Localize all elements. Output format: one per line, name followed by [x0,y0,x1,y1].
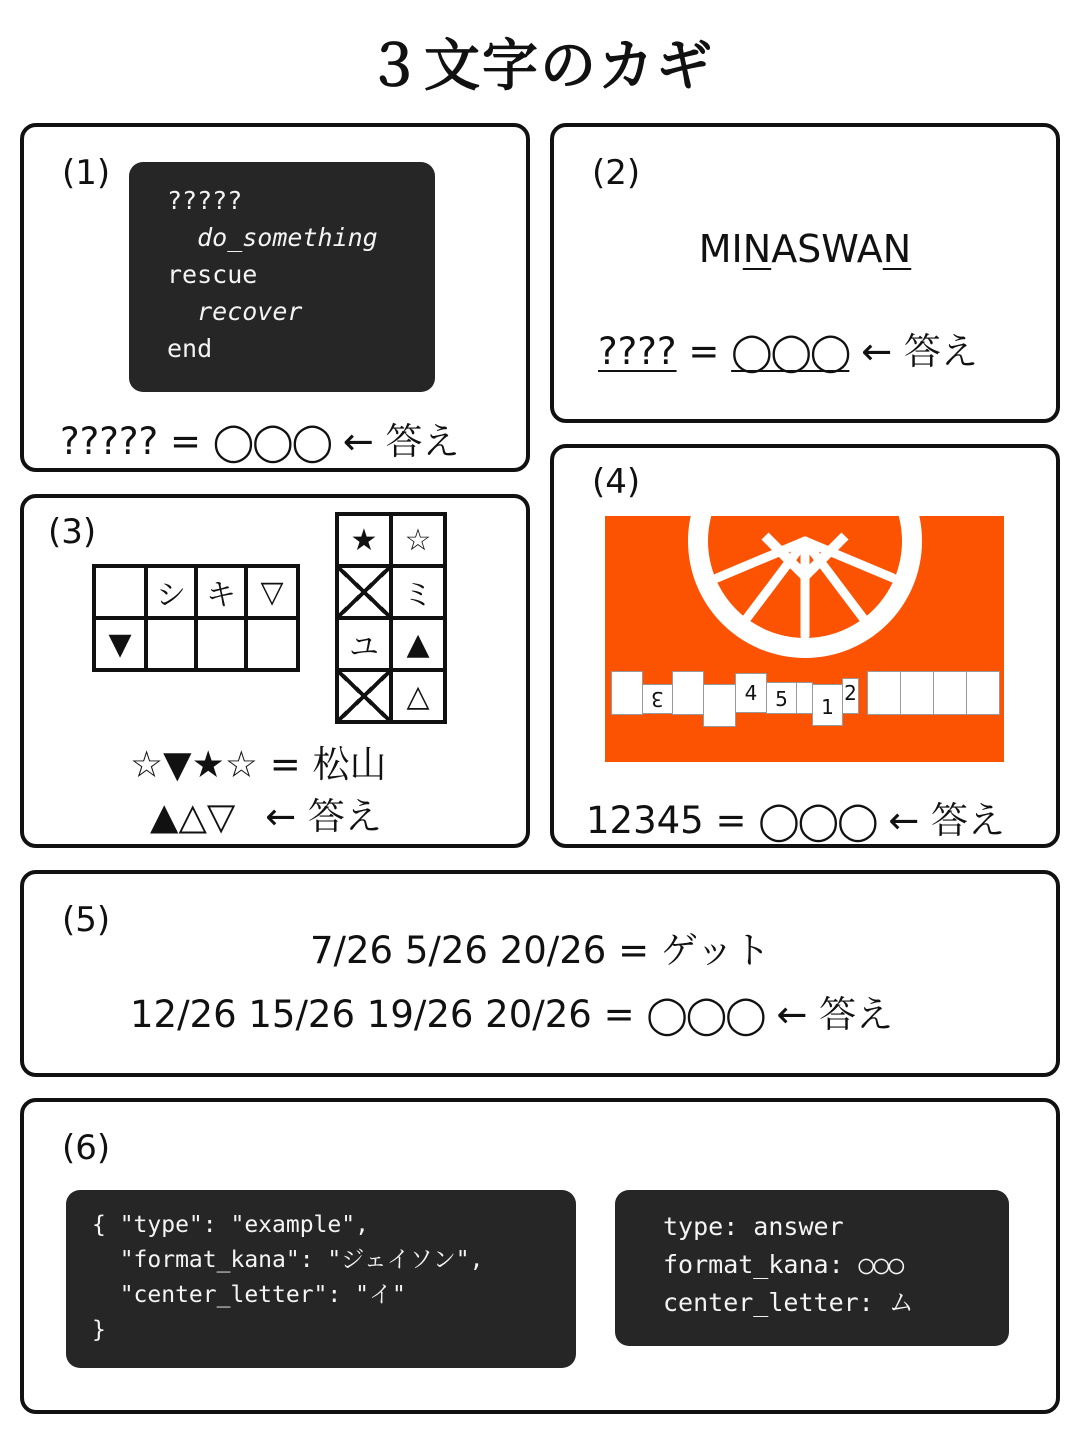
equals-sign: = [618,929,650,972]
panel-label: (6) [62,1128,111,1168]
panel-label: (4) [592,462,641,502]
orange-slice-icon [605,516,1004,762]
code-line: ????? [167,186,243,215]
grid-cell: ☆ [391,514,445,566]
crossword-grid-vertical [335,512,447,724]
puzzle-panel-3 [20,494,530,848]
tile-number: 2 [844,681,857,705]
word-part-underlined: N [882,227,912,271]
code-block [129,162,435,392]
fractions: 12/26 15/26 19/26 20/26 [130,993,592,1036]
code-line: end [167,334,213,363]
code-line: rescue [167,260,258,289]
symbols: ☆▼★☆ [130,743,258,786]
fractions: 7/26 5/26 20/26 [310,929,607,972]
number-tile [735,673,767,713]
answer-circles: ◯◯◯ [758,799,877,842]
code-line: type: answer [663,1212,844,1241]
grid-cell [196,618,246,670]
answer-label: 答え [307,795,382,838]
code-line: format_kana: ◯◯◯ [663,1250,904,1279]
letter-tile [611,671,643,715]
letter-tile [900,671,934,715]
tile-number: 1 [821,695,834,719]
equation [598,321,978,375]
equation [60,411,460,465]
code-line: recover [167,297,303,326]
puzzle-panel-6 [20,1098,1060,1414]
equals-sign: = [169,420,201,463]
letter-tile [867,671,901,715]
letter-tile [672,671,704,715]
answer-circles: ◯◯◯ [212,420,331,463]
equation [586,790,1005,844]
crossword-grid-horizontal [92,564,300,672]
equation-left: ????? [60,420,159,463]
grid-cell: シ [146,566,196,618]
symbols: ▲△▽ [150,795,236,838]
equation [150,786,382,840]
panel-label: (5) [62,900,111,940]
panel-label: (3) [48,512,97,552]
grid-cell: キ [196,566,246,618]
equals-sign: = [603,993,635,1036]
code-line: center_letter: ム [663,1288,914,1317]
hint-value: ゲット [660,929,771,972]
equals-sign: = [269,743,301,786]
number-tile [842,678,859,714]
grid-cell [146,618,196,670]
answer-label: 答え [931,799,1006,842]
hint-equation [130,734,387,788]
grid-cell: △ [391,670,445,722]
arrow-left-icon: ← [342,420,374,463]
number-tile [642,684,673,714]
arrow-left-icon: ← [861,330,893,373]
code-line: do_something [167,223,378,252]
arrow-left-icon: ← [776,993,808,1036]
word-part: MI [698,227,743,271]
answer-label: 答え [385,420,460,463]
answer-circles: ◯◯◯ [646,993,765,1036]
answer-circles: ◯◯◯ [731,330,850,373]
grid-cell: ★ [337,514,391,566]
grid-cell [94,566,146,618]
letter-tile [796,682,813,714]
puzzle-panel-2 [550,123,1060,423]
code-line: "center_letter": "イ" [92,1282,406,1308]
arrow-left-icon: ← [265,795,297,838]
equation-left: ???? [598,330,677,373]
puzzle-panel-1 [20,123,530,472]
code-line: "format_kana": "ジェイソン", [92,1247,484,1273]
answer-label: 答え [819,993,894,1036]
grid-cell [246,618,298,670]
page-title: ３文字のカギ [366,34,714,99]
equals-sign: = [688,330,720,373]
number-tile [766,682,797,714]
minaswan-word [554,227,1056,271]
letter-tile [703,684,736,727]
number-tile [812,684,843,726]
crossed-out-cell [337,566,391,618]
grid-cell: ▼ [94,618,146,670]
word-part: ASWA [771,227,883,271]
panel-label: (2) [592,153,641,193]
hint-equation [310,920,770,974]
answer-block [615,1190,1009,1346]
grid-cell: ▲ [391,618,445,670]
crossed-out-cell [337,670,391,722]
grid-cell: ▽ [246,566,298,618]
letter-tile [966,671,1000,715]
equals-sign: = [715,799,747,842]
panel-label: (1) [62,153,111,193]
tile-number: 4 [744,681,758,705]
word-part-underlined: N [742,227,772,271]
tile-number: 3 [651,687,664,711]
code-line: } [92,1317,106,1343]
arrow-left-icon: ← [888,799,920,842]
equation-left: 12345 [586,799,704,842]
equation [130,984,893,1038]
example-json-block [66,1190,576,1368]
puzzle-panel-4 [550,444,1060,848]
code-line: { "type": "example", [92,1212,369,1238]
puzzle-panel-5 [20,870,1060,1077]
grid-cell: ミ [391,566,445,618]
tile-number: 5 [775,687,788,711]
letter-tile [933,671,967,715]
orange-image [605,516,1004,762]
hint-value: 松山 [312,743,387,786]
grid-cell: ユ [337,618,391,670]
answer-label: 答え [903,330,978,373]
